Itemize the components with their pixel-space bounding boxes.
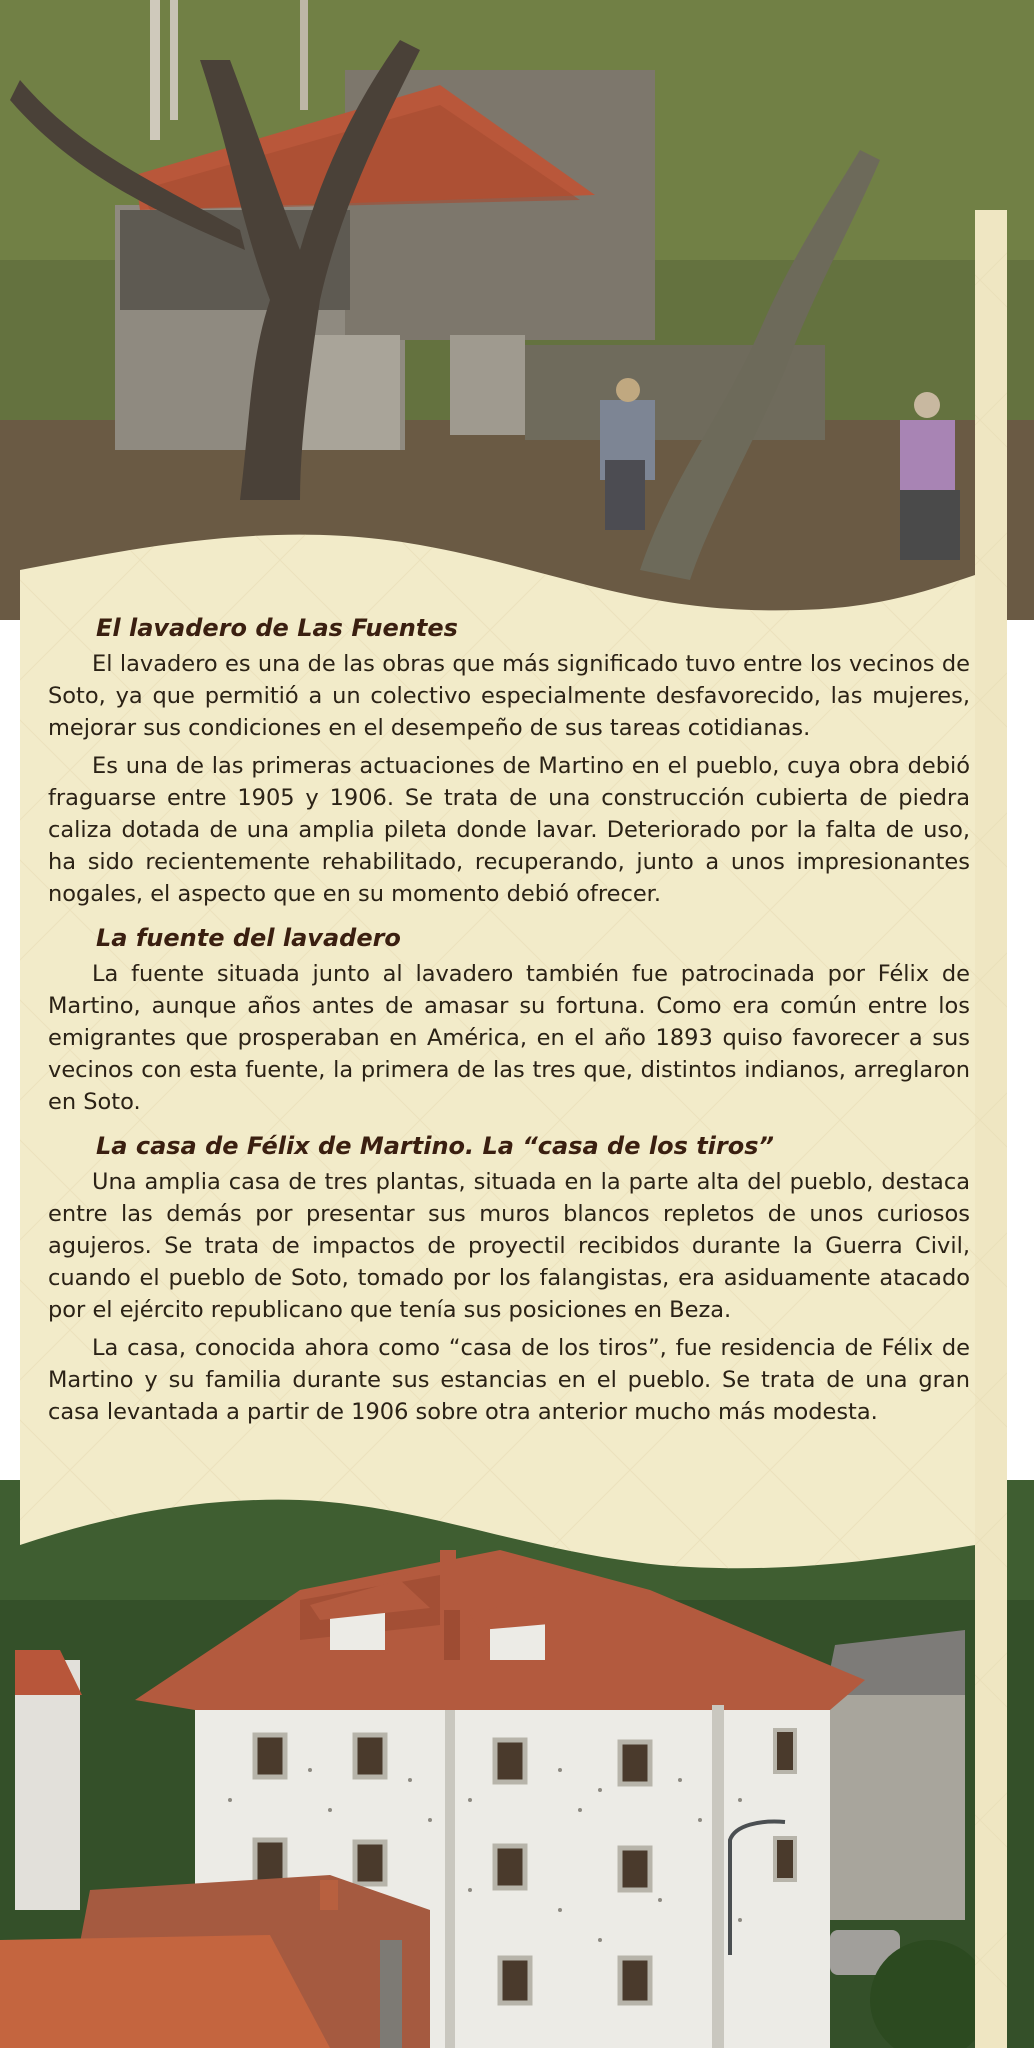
- paragraph-casa-2: La casa, conocida ahora como “casa de los tiros”, fue residencia de Félix de Martino y su familia durante sus estancias en el pueblo. Se trata de una gran casa levantada a partir de 1906 sobre otra anterior mucho más modesta.: [48, 1335, 970, 1425]
- section-heading-fuente: La fuente del lavadero: [96, 924, 401, 952]
- paragraph-lavadero-2: Es una de las primeras actuaciones de Martino en el pueblo, cuya obra debió fraguarse entre 1905 y 1906. Se trata de una construcción cubierta de piedra caliza dotada de una amplia pileta donde lavar. Deteriorado por la falta de uso, ha sido recientemente rehabilitado, recuperando, junto a unos impresionantes nogales, el aspecto que en su momento debió ofrecer.: [48, 753, 970, 907]
- section-heading-lavadero: El lavadero de Las Fuentes: [96, 614, 458, 642]
- paragraph-lavadero-1: El lavadero es una de las obras que más significado tuvo entre los vecinos de Soto, ya que permitió a un colectivo especialmente desfavorecido, las mujeres, mejorar sus condiciones en el desempeño de sus tareas cotidianas.: [48, 651, 970, 741]
- paragraph-casa-1: Una amplia casa de tres plantas, situada en la parte alta del pueblo, destaca entre las demás por presentar sus muros blancos repletos de unos curiosos agujeros. Se trata de impactos de proyectil recibidos durante la Guerra Civil, cuando el pueblo de Soto, tomado por los falangistas, era asiduamente atacado por el ejército republicano que tenía sus posiciones en Beza.: [48, 1169, 970, 1323]
- section-heading-casa: La casa de Félix de Martino. La “casa de los tiros”: [96, 1132, 774, 1160]
- article-text: [48, 610, 970, 1434]
- paragraph-fuente-1: La fuente situada junto al lavadero también fue patrocinada por Félix de Martino, aunque años antes de amasar su fortuna. Como era común entre los emigrantes que prosperaban en América, en el año 1893 quiso favorecer a sus vecinos con esta fuente, la primera de las tres que, distintos indianos, arreglaron en Soto.: [48, 961, 970, 1115]
